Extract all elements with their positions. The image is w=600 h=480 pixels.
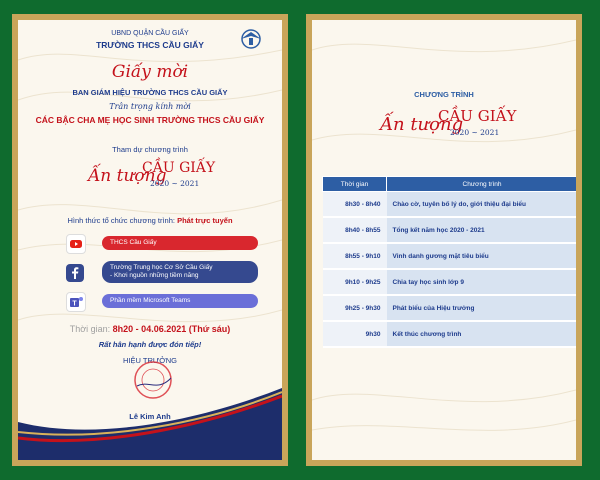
row-time: 8h55 - 9h10 <box>323 243 387 269</box>
format-value: Phát trực tuyến <box>177 216 233 225</box>
signer-name: Lê Kim Anh <box>129 412 171 421</box>
brand-logo <box>88 158 218 200</box>
facebook-icon <box>66 264 84 282</box>
table-row <box>323 269 577 295</box>
time-line <box>18 324 282 334</box>
attend-text: Tham dự chương trình <box>112 145 188 154</box>
program-heading: CHƯƠNG TRÌNH <box>414 90 474 99</box>
row-time: 9h30 <box>323 321 387 347</box>
row-time: 9h25 - 9h30 <box>323 295 387 321</box>
column-header-time: Thời gian <box>323 177 387 192</box>
row-time: 8h30 - 8h40 <box>323 192 387 218</box>
row-item: Chào cờ, tuyên bố lý do, giới thiệu đại biểu <box>387 192 577 218</box>
format-line <box>18 216 282 225</box>
board-name: BAN GIÁM HIỆU TRƯỜNG THCS CẦU GIẤY <box>72 88 228 97</box>
welcome-text: Rất hân hạnh được đón tiếp! <box>98 340 202 349</box>
table-row <box>323 243 577 269</box>
channel-teams-label: Phần mềm Microsoft Teams <box>110 297 191 304</box>
program-brand-logo <box>380 104 520 150</box>
table-row <box>323 295 577 321</box>
program-brand-part2: CẦU GIẤY <box>438 107 517 125</box>
channel-youtube-label: THCS Cầu Giấy <box>110 239 157 246</box>
program-card-inner <box>312 20 576 460</box>
table-header-row <box>323 177 577 192</box>
table-row <box>323 217 577 243</box>
row-item: Chia tay học sinh lớp 9 <box>387 269 577 295</box>
brand-part2: CẦU GIẤY <box>142 160 216 176</box>
row-item: Phát biểu của Hiệu trưởng <box>387 295 577 321</box>
program-card <box>306 14 582 466</box>
program-schedule-table <box>322 176 576 348</box>
invitation-title: Giấy mời <box>111 62 189 82</box>
program-brand-years: 2020 ~ 2021 <box>450 128 500 137</box>
row-time: 8h40 - 8h55 <box>323 217 387 243</box>
district-name: UBND QUẬN CẦU GIẤY <box>111 30 189 37</box>
channel-facebook-line1: Trường Trung học Cơ Sở Cầu Giấy <box>110 264 213 271</box>
school-name: TRƯỜNG THCS CẦU GIẤY <box>96 40 204 50</box>
table-row <box>323 321 577 347</box>
row-item: Vinh danh gương mặt tiêu biểu <box>387 243 577 269</box>
row-item: Kết thúc chương trình <box>387 321 577 347</box>
channel-youtube-pill[interactable] <box>102 236 258 250</box>
row-time: 9h10 - 9h25 <box>323 269 387 295</box>
table-row <box>323 192 577 218</box>
invitation-card <box>12 14 288 466</box>
brand-part1: Ấn tượng <box>88 166 167 186</box>
svg-text:T: T <box>72 300 77 308</box>
brand-years: 2020 ~ 2021 <box>150 179 200 188</box>
format-label: Hình thức tổ chức chương trình: <box>67 216 175 225</box>
channel-facebook-pill[interactable] <box>102 261 258 283</box>
channel-facebook-line2: - Khơi nguồn những tiềm năng <box>110 272 199 279</box>
channel-teams-pill[interactable] <box>102 294 258 308</box>
school-logo-icon <box>238 28 264 50</box>
column-header-program: Chương trình <box>387 177 577 192</box>
teams-icon <box>66 292 86 312</box>
invitees-text: CÁC BẬC CHA MẸ HỌC SINH TRƯỜNG THCS CẦU GIẤY <box>35 115 265 125</box>
invitation-card-inner <box>18 20 282 460</box>
school-stamp-icon <box>133 360 173 400</box>
respect-text: Trân trọng kính mời <box>109 102 191 111</box>
youtube-icon <box>66 234 86 254</box>
row-item: Tổng kết năm học 2020 - 2021 <box>387 217 577 243</box>
principal-title: HIỆU TRƯỞNG <box>123 356 177 365</box>
time-value: 8h20 - 04.06.2021 (Thứ sáu) <box>112 324 231 334</box>
time-label: Thời gian: <box>69 324 111 334</box>
program-brand-part1: Ấn tượng <box>380 114 464 135</box>
